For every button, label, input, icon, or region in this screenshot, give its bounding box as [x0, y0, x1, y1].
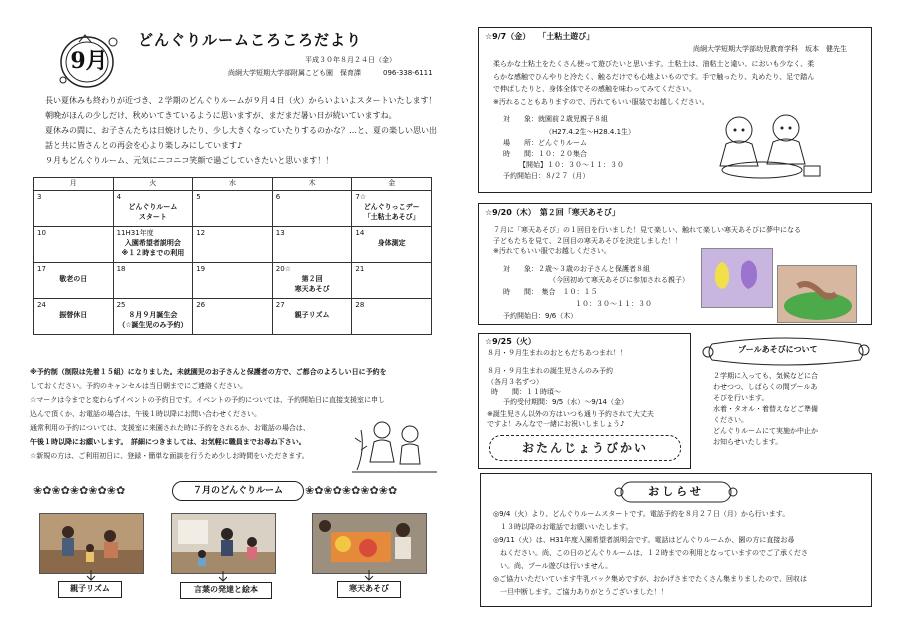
day-number: 11H31年度: [116, 229, 154, 237]
pool-body-line: どんぐりルームにて実施か中止か: [713, 427, 818, 435]
notice-line: ねください。尚、この日のどんぐりルームは、１２時までの利用となっていますのでご了承くださ: [493, 549, 808, 557]
clay-session: 【開始】１０：３０～１１：３０: [519, 161, 624, 169]
photo-agar-play: [312, 513, 427, 574]
agar-photo-1: [701, 248, 773, 308]
clay-body-line: ※汚れることもありますので、汚れてもいい服装でお越しください。: [493, 97, 709, 106]
calendar-header-row: [34, 178, 432, 191]
day-number: 28: [355, 301, 365, 309]
day-number: 27: [275, 301, 285, 309]
day-number: 26: [196, 301, 206, 309]
clay-lecturer: 尚絅大学短期大学部幼児教育学科 坂本 健先生: [693, 45, 847, 53]
caption-arrow-icon: [362, 570, 376, 582]
calendar-day: [113, 263, 193, 299]
clay-target-range: （H27.4.2生～H28.4.1生）: [545, 128, 636, 136]
weekday-header: 月: [34, 178, 114, 191]
day-number: 19: [196, 265, 206, 273]
clay-body-line: で伸ばしたりと、身体全体でその感触を味わってみてください。: [493, 85, 696, 93]
agar-play-section: [478, 203, 872, 325]
caption-arrow-icon: [84, 570, 98, 582]
agar-body-line: ７月に「寒天あそび」の１回目を行いました！見て楽しい、触れて楽しい寒天あそびに夢中になる: [493, 226, 801, 234]
calendar-day: [113, 227, 193, 263]
calendar-day: [272, 191, 352, 227]
note-line: 午後１時以降にお願いします。 詳細につきましては、お気軽に職員までお尋ね下さい。: [30, 438, 306, 446]
calendar-day: [272, 227, 352, 263]
note-line: 通常利用の予約については、支援室に来園された時に予約をされるか、お電話の場合は、: [30, 424, 310, 432]
notice-line: ◎9/11（火）は、H31年度入園希望者説明会です。電話はどんぐりルームか、園の方に直接お尋: [493, 536, 795, 544]
intro-text: [45, 93, 440, 168]
clay-target: 対 象：就園前２歳児親子８組: [503, 115, 608, 123]
clay-children-illustration: [704, 108, 824, 186]
clay-time: 時 間：１０：２０集合: [503, 150, 587, 158]
day-number: 5: [196, 193, 201, 201]
birthday-line: ですよ！みんなで一緒にお祝いしましょう♪: [487, 420, 625, 428]
calendar-day: [352, 191, 432, 227]
notice-line: ◎9/4（火）より、どんぐりルームスタートです。電話予約を８月２７日（月）から行います。: [493, 510, 790, 518]
calendar-day: [34, 263, 114, 299]
day-number: 20☆: [275, 265, 291, 273]
day-event: 第２回 寒天あそび: [294, 275, 330, 293]
calendar-day: [352, 227, 432, 263]
calendar-day: [272, 263, 352, 299]
day-number: 7☆: [355, 193, 367, 201]
agar-body-line: 子どもたちを見て、２回目の寒天あそびを決定しました！！: [493, 236, 682, 245]
day-number: 4: [116, 193, 122, 201]
agar-target: 対 象：２歳～３歳のお子さんと保護者８組: [503, 265, 650, 273]
calendar-day: [113, 191, 193, 227]
calendar-week: [34, 299, 432, 335]
calendar-day: [352, 263, 432, 299]
day-event: 振替休日: [59, 311, 88, 319]
day-number: 21: [355, 265, 365, 273]
calendar-day: [193, 299, 273, 335]
pool-title: プールあそびについて: [738, 345, 818, 354]
day-event: 敬老の日: [59, 275, 88, 283]
agar-reservation-start: 予約開始日：9/6（木）: [503, 312, 578, 320]
flower-border-left: ❀✿❀✿❀✿❀✿❀✿: [33, 484, 126, 497]
pool-body-line: わせつつ、しばらくの間プールあ: [713, 383, 818, 391]
note-line: ☆新規の方は、ご利用初日に、登録・簡単な面談を行うため少しお時間をいただきます。: [30, 452, 309, 460]
calendar-week: [34, 263, 432, 299]
day-event: 親子リズム: [294, 311, 330, 319]
day-number: 18: [116, 265, 126, 273]
photo-caption: 寒天あそび: [337, 581, 401, 598]
photo-caption: 親子リズム: [58, 581, 122, 598]
day-number: 17: [37, 265, 46, 273]
agar-photo-2: [777, 265, 857, 323]
birthday-banner: おたんじょうびかい: [489, 435, 681, 461]
clay-reservation-start: 予約開始日：８/２７（月）: [503, 172, 590, 180]
calendar-day: [193, 191, 273, 227]
september-calendar: [33, 177, 432, 335]
day-number: 14: [355, 229, 365, 237]
weekday-header: 木: [272, 178, 352, 191]
birthday-line: 予約受付期間：9/5（水）～9/14（金）: [503, 398, 628, 406]
organization: 尚絅大学短期大学部附属こども園 保育課: [228, 69, 361, 77]
pool-body-line: そびを行います。: [713, 394, 769, 402]
notice-title: おしらせ: [648, 485, 704, 498]
calendar-day: [352, 299, 432, 335]
weekday-header: 火: [113, 178, 193, 191]
clay-body-line: 柔らかな土粘土をたくさん使って遊びたいと思います。土粘土は、油粘土と違い、においも少なく、柔: [493, 60, 815, 68]
note-line: しておください。予約のキャンセルは当日朝までにご連絡ください。: [30, 382, 247, 390]
agar-body-line: ※汚れてもいい服でお越しください。: [493, 247, 611, 255]
pool-body-line: お知らせいたします。: [713, 438, 783, 446]
day-number: 13: [275, 229, 285, 237]
photo-caption: 言葉の発達と絵本: [180, 582, 272, 599]
day-event: ８月９月誕生会 （☆誕生児のみ予約）: [118, 311, 188, 329]
birthday-line: 時 間：１１時頃～: [491, 388, 561, 396]
agar-heading: ☆9/20（木） 第２回「寒天あそび」: [485, 208, 620, 217]
calendar-day: [272, 299, 352, 335]
day-number: 3: [37, 193, 42, 201]
calendar-week: [34, 191, 432, 227]
calendar-day: [193, 263, 273, 299]
intro-line: ９月もどんぐりルーム、元気にニコニコ笑顔で過ごしていきたいと思います！！: [45, 156, 334, 165]
agar-target-note: （今回初めて寒天あそびに参加される親子）: [549, 276, 689, 284]
clay-body: [493, 58, 814, 108]
calendar-day: [113, 299, 193, 335]
notice-items: [493, 508, 808, 599]
clay-place: 場 所：どんぐりルーム: [503, 139, 587, 147]
caption-arrow-icon: [216, 571, 230, 583]
birthday-line: ８月・９月生まれの誕生児さんのみ予約: [487, 367, 613, 375]
day-event: 入園希望者説明会 ※１２時までの利用: [121, 239, 185, 257]
issue-date: 平成３０年８月２４日（金）: [305, 56, 396, 64]
day-number: 25: [116, 301, 126, 309]
calendar-day: [193, 227, 273, 263]
children-illustration: [352, 412, 437, 474]
photo-language-development: [171, 513, 276, 574]
intro-line: 長い夏休みも終わりが近づき、２学期のどんぐりルームが９月４日（火）からいよいよスタートいたします！: [45, 96, 437, 105]
agar-time: 時 間： 集合 １０：１５: [503, 288, 598, 296]
day-event: どんぐりっこデー 「土粘土あそび」: [363, 203, 420, 221]
flower-border-right: ❀✿❀✿❀✿❀✿❀✿: [305, 484, 398, 497]
pool-body: [713, 371, 818, 448]
newsletter-title: どんぐりルームころころだより: [138, 31, 363, 49]
agar-session: １０：３０～１１：３０: [575, 300, 652, 308]
intro-line: 話と共に皆さんとの再会を心より楽しみにしています♪: [45, 141, 243, 150]
pool-body-line: ください。: [713, 416, 748, 424]
day-event: どんぐりルーム スタート: [128, 203, 178, 221]
july-section-title: ７月のどんぐりルーム: [172, 481, 304, 501]
calendar-day: [34, 299, 114, 335]
month-badge: [55, 32, 125, 90]
notice-line: １３時以降のお電話でお願いいたします。: [493, 523, 633, 531]
note-line: ※予約制（制限は先着１５組）になりました。未就園児のお子さんと保護者の方で、ご都合のよろしい日に予約を: [30, 368, 387, 376]
photo-parent-child-rhythm: [39, 513, 144, 574]
birthday-section: [478, 333, 691, 469]
pool-body-line: ２学期に入っても、気候などに合: [713, 372, 818, 380]
notice-line: い。尚、プール遊びは行いません。: [493, 562, 613, 570]
phone-number: 096-338-6111: [383, 69, 433, 77]
note-line: 込んで頂くか、お電話の場合は、午後１時以降にお問い合わせください。: [30, 410, 261, 418]
intro-line: 朝晩がほんの少しだけ、秋めいてきているように思いますが、まだまだ暑い日が続いていますね。: [45, 111, 397, 120]
intro-line: 夏休みの間に、お子さんたちは日焼けしたり、少し大きくなっていたりするのかな？…と、夏の楽しい思い出: [45, 126, 437, 135]
notice-line: 一旦中断します。ご協力ありがとうございました！！: [493, 588, 668, 596]
day-event: 身体測定: [377, 239, 406, 247]
weekday-header: 金: [352, 178, 432, 191]
calendar-day: [34, 191, 114, 227]
notice-line: ◎ご協力いただいています牛乳パック集めですが、おかげさまでたくさん集まりましたので、回収は: [493, 575, 807, 583]
birthday-line: （各月３名ずつ）: [487, 378, 543, 386]
day-number: 6: [275, 193, 281, 201]
calendar-day: [34, 227, 114, 263]
calendar-week: [34, 227, 432, 263]
birthday-line: ８月・９月生まれのおともだちあつまれ！！: [487, 349, 627, 357]
clay-play-section: [478, 27, 872, 193]
clay-heading: ☆9/7（金） 「土粘土遊び」: [485, 32, 595, 41]
note-line: ☆マークは今までと変わらずイベントの予約日です。イベントの予約については、予約開始日に直接支援室に申し: [30, 396, 385, 404]
weekday-header: 水: [193, 178, 273, 191]
day-number: 12: [196, 229, 206, 237]
notice-section: [480, 473, 872, 607]
pool-body-line: 水着・タオル・着替えなどご準備: [713, 405, 818, 413]
birthday-heading: ☆9/25（火）: [485, 337, 536, 346]
day-number: 10: [37, 229, 46, 237]
day-number: 24: [37, 301, 46, 309]
month-badge-label: 9月: [70, 48, 108, 74]
clay-body-line: らかな感触でひんやりと冷たく、触るだけでも心地よいものです。手で触ったり、丸めたり、足で踏ん: [493, 72, 815, 81]
birthday-line: ※誕生児さん以外の方はいつも通り予約されて大丈夫: [487, 410, 654, 418]
